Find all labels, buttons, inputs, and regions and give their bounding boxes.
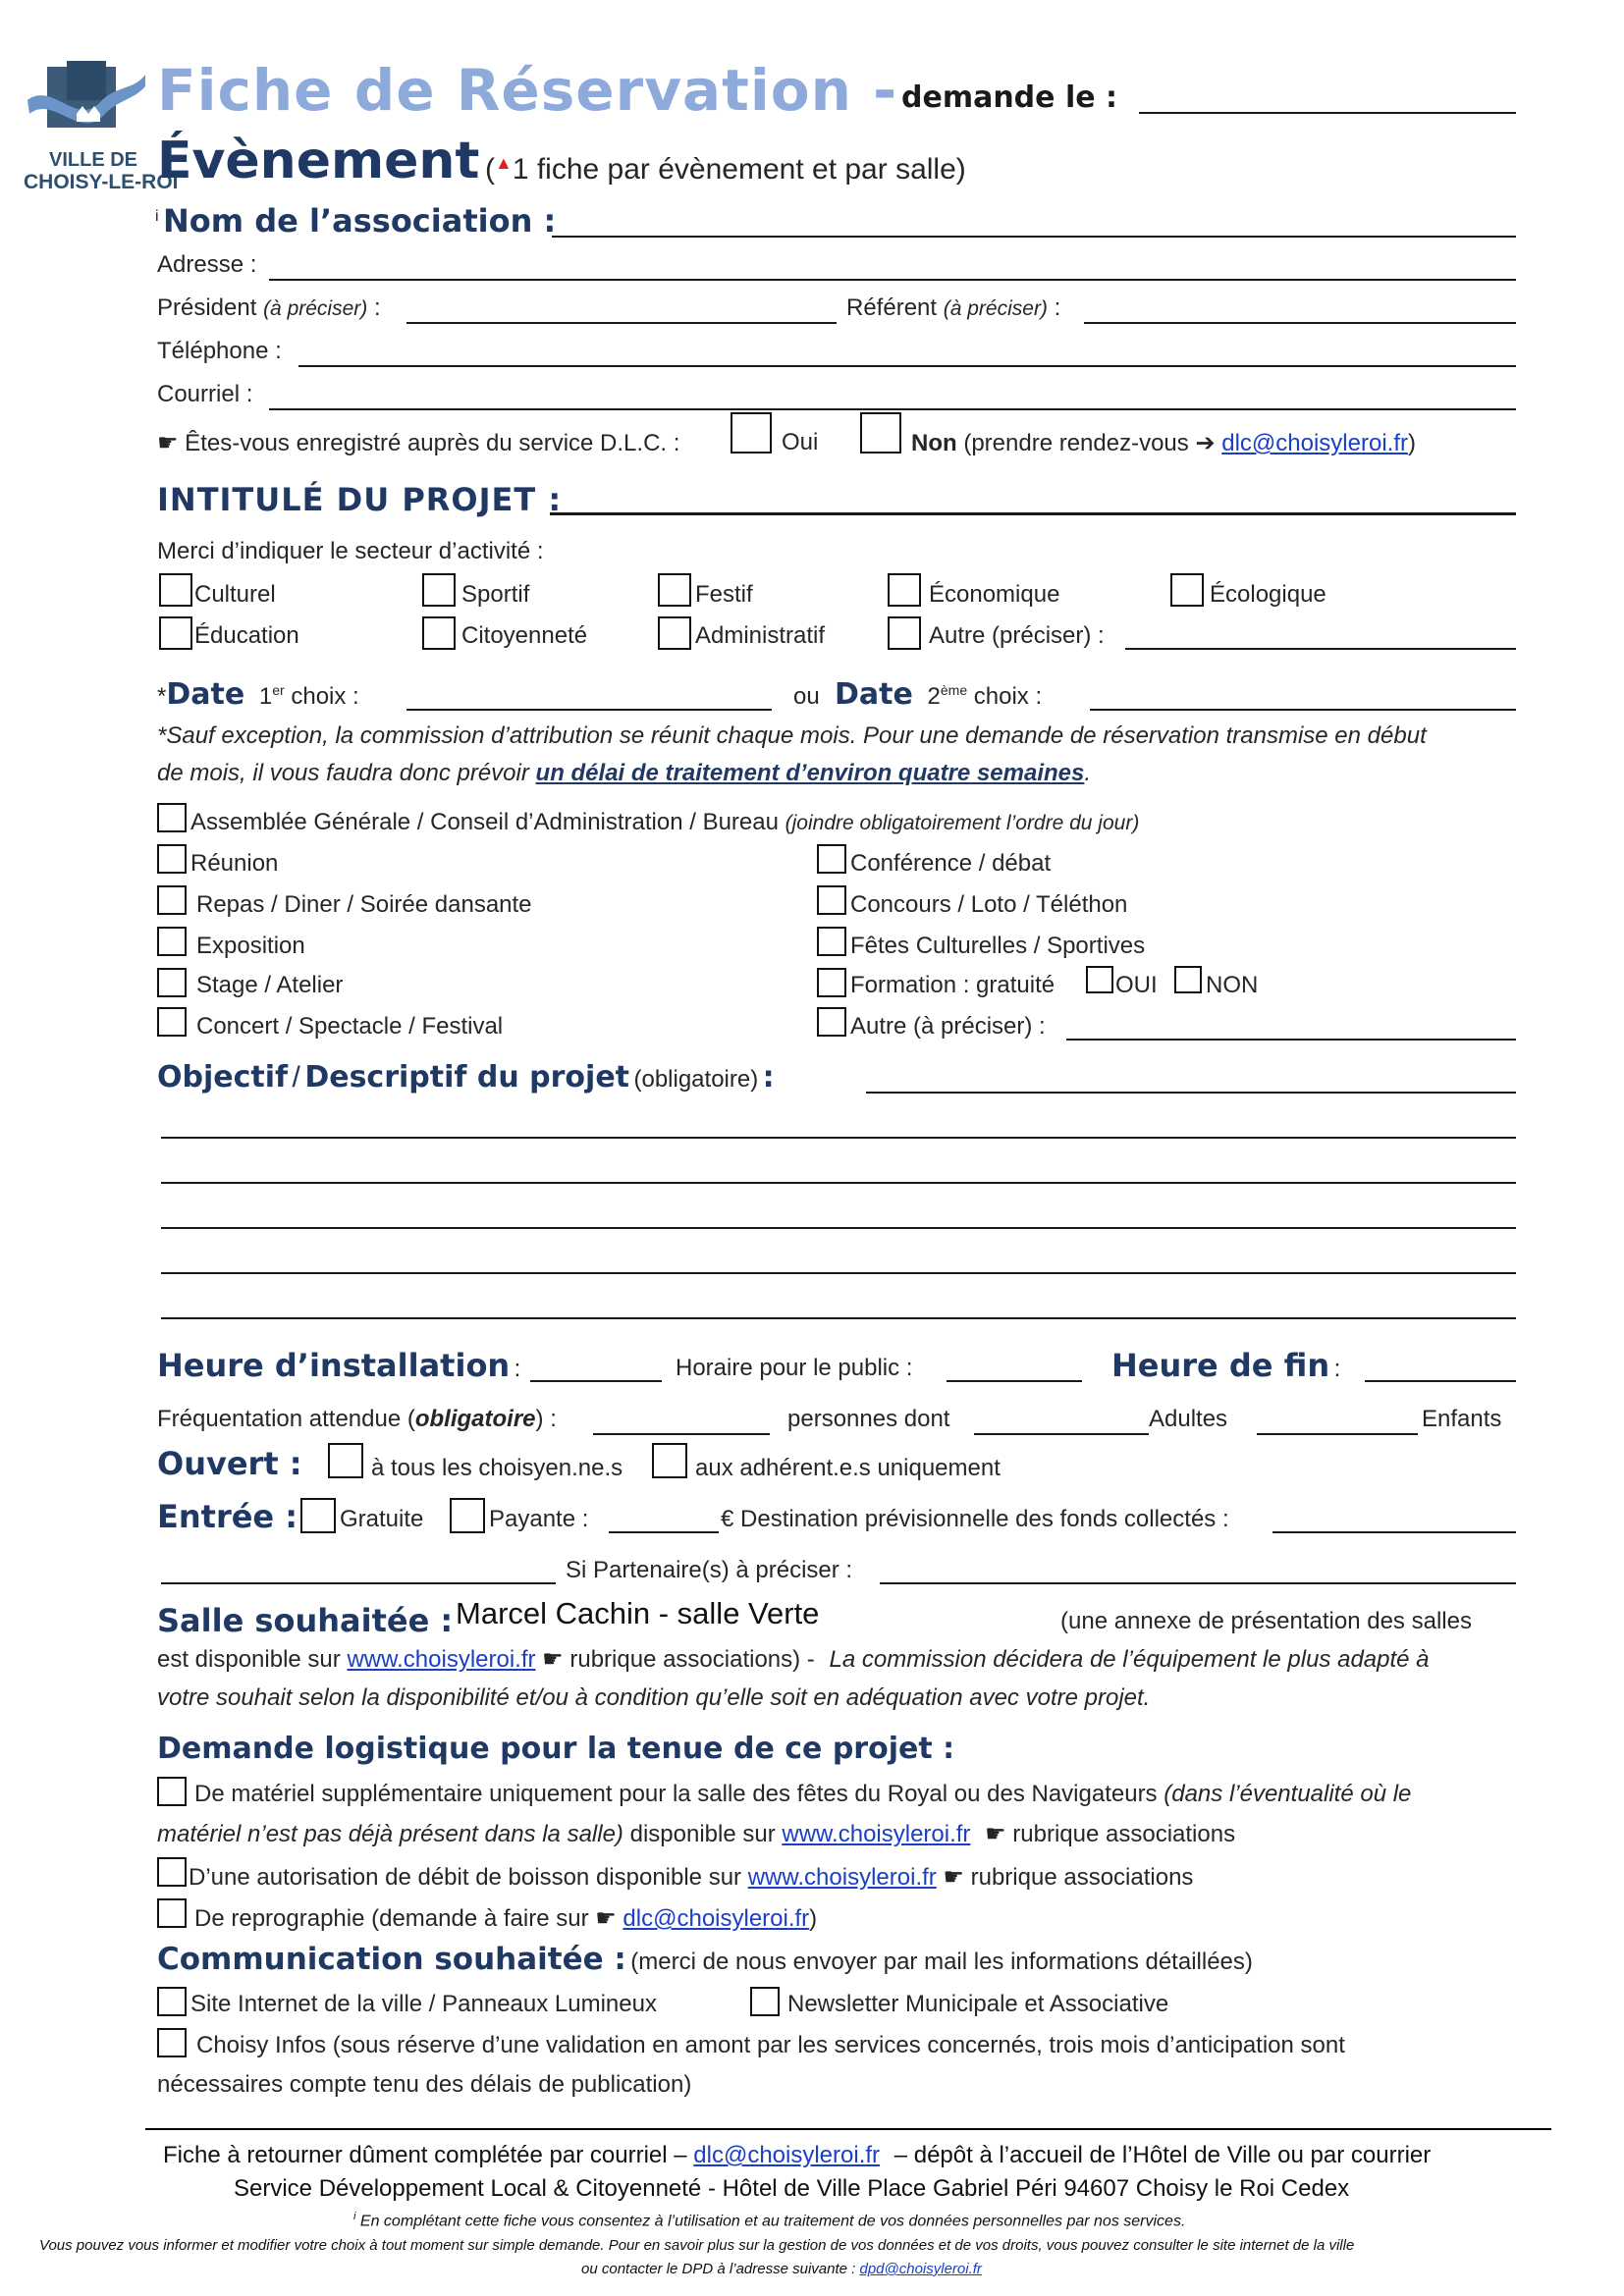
open-all-label: à tous les choisyen.ne.s [371,1455,623,1481]
president-line[interactable] [406,322,837,324]
date-first-sup: er [272,682,285,698]
event-stage-label: Stage / Atelier [196,972,344,998]
footer-privacy-line1 [353,2211,1185,2230]
logistics-print-close: ) [809,1905,818,1932]
event-concert-label: Concert / Spectacle / Festival [196,1013,504,1040]
city-logo-icon [24,61,151,144]
end-time-line[interactable] [1365,1380,1516,1382]
logistics-print-checkbox[interactable] [157,1898,187,1928]
president-colon: : [373,294,381,321]
sector-sportif-label: Sportif [461,581,530,608]
logistics-print-text: De reprographie (demande à faire sur ☛ [194,1905,617,1932]
footer-privacy-line2: Vous pouvez vous informer et modifier votre choix à tout moment sur simple demande. Pour en savoir plus sur la gestion de vos données et de vos droits, vous pouvez consulter le site internet de la ville [39,2237,1355,2254]
logistics-drinks-checkbox[interactable] [157,1857,187,1887]
logistics-material-tail: ☛ rubrique associations [985,1821,1236,1847]
dlc-registered-question: ☛ Êtes-vous enregistré auprès du service D.L.C. : [157,430,680,456]
date-second-choice: choix : [973,683,1043,710]
form-title-part2: Évènement [157,132,480,190]
logistics-print-link[interactable]: dlc@choisyleroi.fr [623,1905,810,1932]
footer-divider [145,2128,1551,2130]
open-all-checkbox[interactable] [328,1443,363,1478]
room-note-pre: est disponible sur [157,1646,341,1673]
sector-autre-label: Autre (préciser) : [929,622,1105,649]
logistics-print-row [194,1904,817,1933]
children-label: Enfants [1422,1406,1502,1432]
event-conference-checkbox[interactable] [817,844,846,874]
room-note-post: ☛ rubrique associations) - [542,1646,815,1673]
address-label: Adresse : [157,251,257,278]
objective-line-3[interactable] [161,1227,1516,1229]
attendance-label [157,1406,557,1433]
objective-line-2[interactable] [161,1182,1516,1184]
president-label [157,294,381,322]
attendance-post: ) : [535,1406,557,1432]
attendance-em: obligatoire [414,1406,536,1432]
public-hours-line[interactable] [947,1380,1082,1382]
open-members-label: aux adhérent.e.s uniquement [695,1455,1001,1481]
formation-non-label: NON [1206,972,1259,998]
sector-citoyennete-label: Citoyenneté [461,622,588,649]
date-second-line[interactable] [1090,709,1516,711]
logistics-material-text: De matériel supplémentaire uniquement pour la salle des fêtes du Royal ou des Navigateurs [194,1781,1158,1807]
communication-note: (merci de nous envoyer par mail les informations détaillées) [630,1949,1253,1975]
president-hint: (à préciser) [263,297,368,320]
date-first-line[interactable] [406,709,772,711]
date-first-choice: choix : [291,683,359,710]
referent-text: Référent [846,294,938,321]
logo-line1: VILLE DE [49,149,138,171]
attendance-pre: Fréquentation attendue ( [157,1406,415,1432]
dlc-no-checkbox[interactable] [860,412,901,454]
attendance-line[interactable] [593,1433,770,1435]
comm-newsletter-label: Newsletter Municipale et Associative [787,1991,1169,2017]
funds-label: € Destination prévisionnelle des fonds collectés : [721,1506,1229,1532]
date-first-num: 1 [258,683,273,710]
sector-administratif-label: Administratif [695,622,826,649]
comm-choisy-infos-checkbox[interactable] [157,2028,187,2057]
install-time-line[interactable] [530,1380,662,1382]
sector-festif-checkbox[interactable] [658,573,691,607]
referent-line[interactable] [1084,322,1516,324]
entry-free-label: Gratuite [340,1506,424,1532]
date-note-post: . [1084,760,1092,786]
dlc-no-note-close: ) [1407,430,1416,456]
dlc-no-note: (prendre rendez-vous ➔ [963,430,1216,456]
date-second-sup: ème [940,682,968,698]
open-members-checkbox[interactable] [652,1443,687,1478]
children-line[interactable] [1257,1433,1418,1435]
entry-label: Entrée : [157,1498,298,1535]
event-ag-row [190,809,1139,836]
room-label: Salle souhaitée : [157,1602,454,1639]
footer-privacy-text3: ou contacter le DPD à l’adresse suivante : [581,2261,856,2277]
open-label: Ouvert : [157,1445,302,1482]
partners-label: Si Partenaire(s) à préciser : [566,1557,853,1583]
footer-email-link[interactable]: dlc@choisyleroi.fr [693,2142,881,2168]
logistics-material-italic2: matériel n’est pas déjà présent dans la salle) [157,1821,623,1847]
event-ag-checkbox[interactable] [157,803,187,832]
email-label: Courriel : [157,381,253,407]
footer-line1-post: – dépôt à l’accueil de l’Hôtel de Ville ou par courrier [893,2142,1432,2168]
dlc-email-link[interactable]: dlc@choisyleroi.fr [1221,430,1408,456]
association-name-line[interactable] [552,236,1516,238]
objective-b: Descriptif du projet [304,1060,630,1095]
public-hours-label: Horaire pour le public : [676,1355,913,1381]
event-fetes-label: Fêtes Culturelles / Sportives [850,933,1146,959]
adults-line[interactable] [974,1433,1149,1435]
event-autre-checkbox[interactable] [817,1007,846,1037]
entry-paid-checkbox[interactable] [450,1498,485,1533]
privacy-note-marker: i [155,208,159,225]
logistics-material-italic: (dans l’éventualité où le [1164,1781,1412,1807]
event-ag-note: (joindre obligatoirement l’ordre du jour) [785,812,1140,834]
objective-line-0[interactable] [866,1092,1516,1094]
event-reunion-label: Réunion [190,850,279,877]
logistics-material-line2 [157,1820,1235,1848]
subtitle-text: 1 fiche par évènement et par salle) [512,153,966,186]
event-concours-checkbox[interactable] [817,885,846,915]
sector-autre-checkbox[interactable] [888,616,921,650]
date-note-line1: *Sauf exception, la commission d’attribution se réunit chaque mois. Pour une demande de réservation transmise en début [157,722,1427,749]
partner-pre-line[interactable] [161,1582,556,1584]
comm-choisy-infos-line1: Choisy Infos (sous réserve d’une validation en amont par les services concernés, trois mois d’anticipation sont [196,2032,1345,2058]
adults-label: Adultes [1149,1406,1228,1432]
comm-website-label: Site Internet de la ville / Panneaux Lumineux [190,1991,657,2017]
objective-line-5[interactable] [161,1317,1516,1319]
objective-line-1[interactable] [161,1137,1516,1139]
date-word-2: Date [835,677,913,712]
footer-privacy-line3 [581,2261,982,2277]
install-time-label [157,1347,520,1384]
comm-newsletter-checkbox[interactable] [750,1987,780,2016]
footer-line1-pre: Fiche à retourner dûment complétée par courriel – [163,2142,687,2168]
date-note-emphasis: un délai de traitement d’environ quatre semaines [535,760,1085,786]
subtitle-paren: ( [485,153,495,186]
room-input[interactable]: Marcel Cachin - salle Verte [456,1596,820,1630]
end-time-colon: : [1333,1356,1341,1382]
warning-triangle-icon: ▲ [495,153,513,173]
comm-website-checkbox[interactable] [157,1987,187,2016]
partners-line[interactable] [880,1582,1516,1584]
objective-label [157,1060,775,1095]
email-line[interactable] [269,408,1516,410]
logo-line2: CHOISY-LE-ROI [24,171,179,193]
event-concert-checkbox[interactable] [157,1007,187,1037]
city-logo [24,61,179,198]
entry-free-checkbox[interactable] [300,1498,336,1533]
event-conference-label: Conférence / débat [850,850,1052,877]
address-line[interactable] [269,279,1516,281]
event-repas-checkbox[interactable] [157,885,187,915]
event-autre-label: Autre (à préciser) : [850,1013,1046,1040]
logistics-title: Demande logistique pour la tenue de ce projet : [157,1732,955,1766]
formation-oui-checkbox[interactable] [1086,966,1113,993]
request-date-label: demande le : [901,80,1118,115]
date-word-1: Date [166,677,245,712]
event-fetes-checkbox[interactable] [817,927,846,956]
end-time-text: Heure de fin [1111,1347,1330,1384]
date-note-pre: de mois, il vous faudra donc prévoir [157,760,529,786]
event-ag-label: Assemblée Générale / Conseil d’Administration / Bureau [190,809,779,835]
phone-line[interactable] [298,365,1516,367]
communication-label [157,1942,1253,1977]
date-asterisk: * [157,683,167,710]
dlc-yes-checkbox[interactable] [731,412,772,454]
logistics-drinks-row [189,1863,1193,1892]
room-website-link[interactable]: www.choisyleroi.fr [347,1646,536,1673]
objective-mandatory: (obligatoire) [633,1066,759,1093]
sector-autre-line[interactable] [1125,648,1516,650]
install-time-text: Heure d’installation [157,1347,511,1384]
footer-line2: Service Développement Local & Citoyenneté - Hôtel de Ville Place Gabriel Péri 94607 Choisy le Roi Cedex [234,2175,1350,2202]
event-formation-checkbox[interactable] [817,968,846,997]
event-repas-label: Repas / Diner / Soirée dansante [196,891,532,918]
room-annex-note: (une annexe de présentation des salles [1060,1608,1472,1634]
sector-festif-label: Festif [695,581,753,608]
form-title-part1: Fiche de Réservation - [157,57,898,124]
sector-culturel-checkbox[interactable] [159,573,192,607]
form-subtitle [485,153,966,187]
association-name-label: Nom de l’association : [163,202,557,240]
footer-privacy-marker: i [353,2211,356,2222]
president-text: Président [157,294,257,321]
dlc-no-label: Non [911,430,957,456]
logistics-material-available: disponible sur [629,1821,776,1847]
room-note-line3: votre souhait selon la disponibilité et/ou à condition qu’elle soit en adéquation avec votre projet. [157,1684,1151,1711]
formation-non-checkbox[interactable] [1174,966,1202,993]
logistics-drinks-tail: ☛ rubrique associations [943,1864,1194,1891]
footer-line1 [163,2142,1431,2169]
referent-colon: : [1054,294,1061,321]
dlc-no-row [911,429,1416,457]
sector-ecologique-label: Écologique [1210,581,1326,608]
sector-economique-label: Économique [929,581,1060,608]
room-note-line2 [157,1645,1430,1674]
project-title-line[interactable] [550,512,1516,515]
event-exposition-label: Exposition [196,933,305,959]
logistics-material-link[interactable]: www.choisyleroi.fr [782,1821,971,1847]
logistics-drinks-link[interactable]: www.choisyleroi.fr [747,1864,937,1891]
formation-oui-label: OUI [1115,972,1158,998]
phone-label: Téléphone : [157,338,282,364]
logistics-material-checkbox[interactable] [157,1777,187,1806]
end-time-label [1111,1347,1340,1384]
sector-education-checkbox[interactable] [159,616,192,650]
event-autre-line[interactable] [1066,1039,1516,1041]
footer-privacy-text1: En complétant cette fiche vous consentez à l’utilisation et au traitement de vos données personnelles par nos services. [359,2213,1186,2230]
objective-slash: / [292,1061,300,1094]
objective-a: Objectif [157,1060,289,1095]
event-concours-label: Concours / Loto / Téléthon [850,891,1128,918]
referent-hint: (à préciser) [943,297,1048,320]
sector-administratif-checkbox[interactable] [658,616,691,650]
project-title-label: INTITULÉ DU PROJET : [157,481,563,518]
attendance-people: personnes dont [787,1406,950,1432]
event-formation-label: Formation : gratuité [850,972,1056,998]
sector-prompt: Merci d’indiquer le secteur d’activité : [157,538,544,564]
referent-label [846,294,1060,322]
sector-economique-checkbox[interactable] [888,573,921,607]
comm-choisy-infos-line2: nécessaires compte tenu des délais de publication) [157,2071,692,2098]
communication-title: Communication souhaitée : [157,1942,626,1977]
sector-ecologique-checkbox[interactable] [1170,573,1204,607]
sector-culturel-label: Culturel [194,581,276,608]
date-second-num: 2 [927,683,941,710]
objective-colon: : [762,1060,775,1095]
event-reunion-checkbox[interactable] [157,844,187,874]
event-exposition-checkbox[interactable] [157,927,187,956]
request-date-line[interactable] [1139,112,1516,114]
funds-line[interactable] [1272,1531,1516,1533]
sector-education-label: Éducation [194,622,299,649]
logistics-drinks-text: D’une autorisation de débit de boisson disponible sur [189,1864,742,1891]
room-note-italic: La commission décidera de l’équipement le plus adapté à [829,1646,1430,1673]
sector-sportif-checkbox[interactable] [422,573,456,607]
date-note-line2 [157,760,1091,787]
footer-dpd-link[interactable]: dpd@choisyleroi.fr [859,2261,982,2277]
event-stage-checkbox[interactable] [157,968,187,997]
sector-citoyennete-checkbox[interactable] [422,616,456,650]
date-or: ou [793,683,820,710]
dlc-yes-label: Oui [782,429,819,455]
date-second-label [835,677,1042,712]
date-first-label [157,677,359,712]
logistics-material-line1 [194,1781,1411,1808]
objective-line-4[interactable] [161,1272,1516,1274]
install-time-colon: : [514,1356,521,1382]
entry-price-line[interactable] [609,1531,719,1533]
entry-paid-label: Payante : [489,1506,589,1532]
